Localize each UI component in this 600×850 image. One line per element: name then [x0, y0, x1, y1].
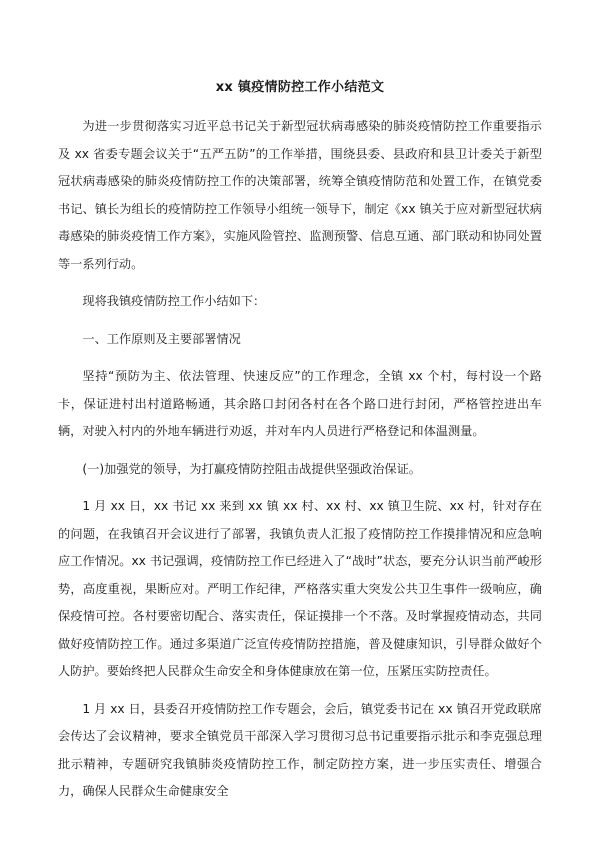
document-title: xx 镇疫情防控工作小结范文 — [215, 80, 385, 95]
paragraph-meeting-2: 1 月 xx 日，县委召开疫情防控工作专题会，会后，镇党委书记在 xx 镇召开党政联席会传达了会议精神，要求全镇党员干部深入学习贯彻习总书记重要指示批示和李克强总理批示精神，专题研究我镇肺炎疫情防控工作，制定防控方案，进一步压实责任、增强合力，确保人民群众生命健康安全 — [58, 701, 542, 798]
paragraph-meeting-1: 1 月 xx 日，xx 书记 xx 来到 xx 镇 xx 村、xx 村、xx 镇卫生院、xx 村，针对存在的问题，在我镇召开会议进行了部署，我镇负责人汇报了疫情防控工作摸排情况和应急响应工作情况。xx 书记强调，疫情防控工作已经进入了“战时”状态，要充分认识当前严峻形势，高度重视，果断应对。严明工作纪律，严格落实重大突发公共卫生事件一级响应，确保疫情可控。各村要密切配合、落实责任，保证摸排一个不落。及时掌握疫情动态，共同做好疫情防控工作。通过多渠道广泛宣传疫情防控措施，普及健康知识，引导群众做好个人防护。要始终把人民群众生命安全和身体健康放在第一位，压紧压实防控责任。 — [58, 499, 542, 678]
section-heading-principles: 一、工作原则及主要部署情况 — [82, 331, 241, 346]
paragraph-principles: 坚持“预防为主、依法管理、快速反应”的工作理念，全镇 xx 个村，每村设一个路卡，保证进村出村道路畅通，其余路口封闭各村在各个路口进行封闭，严格管控进出车辆，对驶入村内的外地车辆进行劝返，并对车内人员进行严格登记和体温测量。 — [58, 369, 542, 438]
paragraph-summary-lead: 现将我镇疫情防控工作小结如下： — [82, 294, 266, 308]
subsection-heading-party-leadership: (一)加强党的领导，为打赢疫情防控阻击战提供坚强政治保证。 — [82, 461, 421, 476]
paragraph-intro: 为进一步贯彻落实习近平总书记关于新型冠状病毒感染的肺炎疫情防控工作重要指示及 xx 省委专题会议关于“五严五防”的工作举措，围绕县委、县政府和县卫计委关于新型冠状病毒感染的肺炎疫情防控工作的决策部署，统筹全镇疫情防范和处置工作，在镇党委书记、镇长为组长的疫情防控工作领导小组统一领导下，制定《xx 镇关于应对新型冠状病毒感染的肺炎疫情工作方案》，实施风险管控、监测预警、信息互通、部门联动和协同处置等一系列行动。 — [58, 119, 542, 271]
